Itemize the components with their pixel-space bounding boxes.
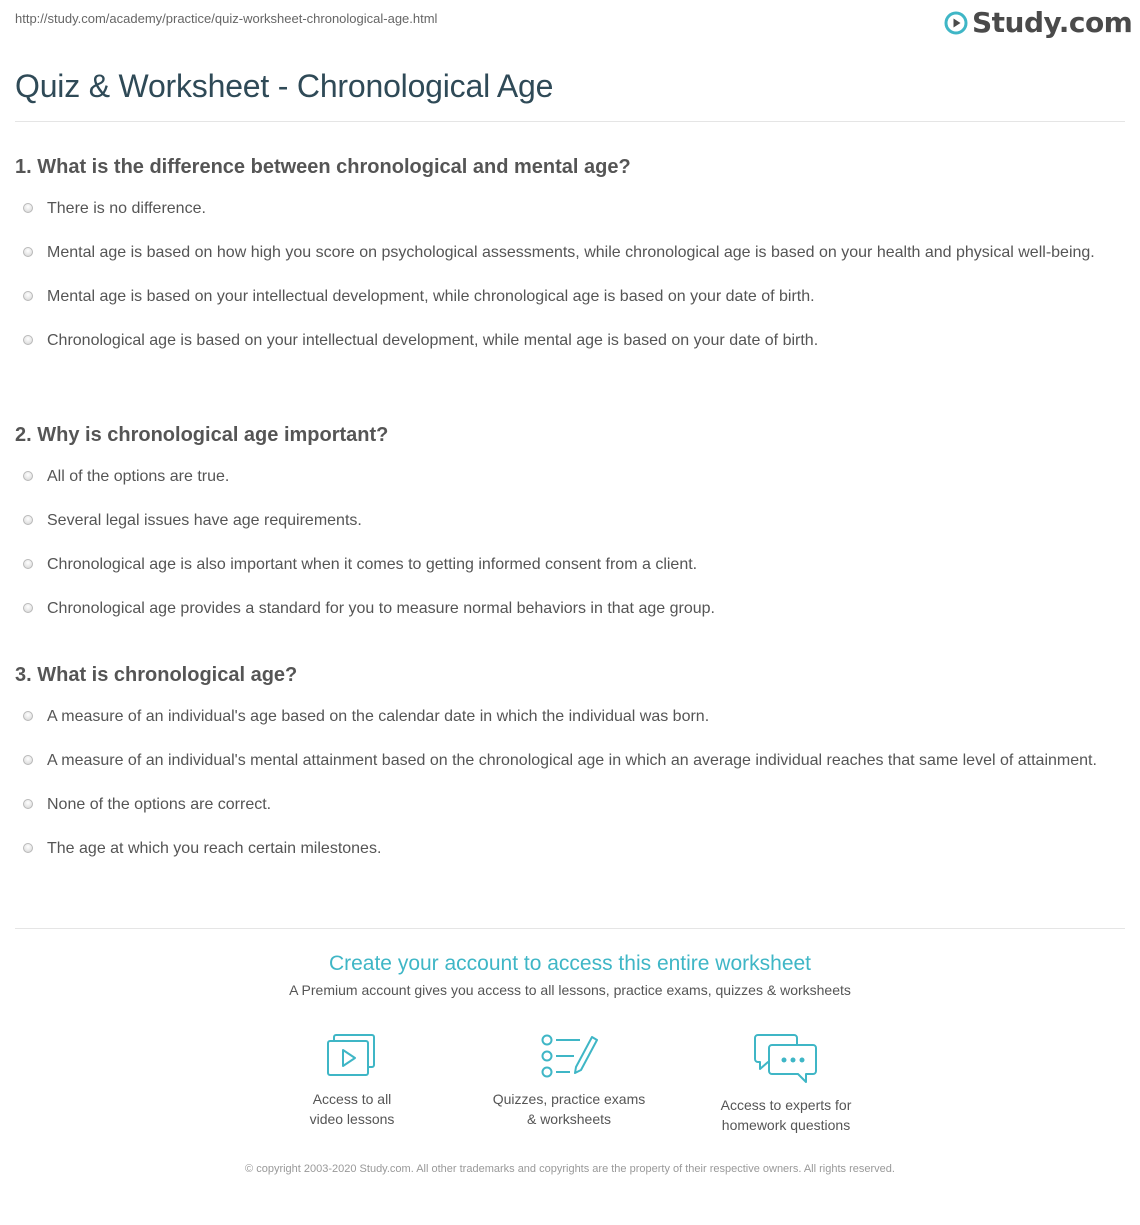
logo-text: Study.com <box>972 6 1133 39</box>
chat-bubbles-icon <box>754 1033 818 1085</box>
answer-option[interactable] <box>15 791 1115 819</box>
play-circle-icon <box>944 11 968 35</box>
answer-option[interactable] <box>15 703 1115 731</box>
feature-video-lessons <box>252 1033 452 1129</box>
answer-option[interactable] <box>15 327 1115 355</box>
answer-option-label: None of the options are correct. <box>47 796 272 813</box>
question-3 <box>15 661 1115 863</box>
answer-option-label: All of the options are true. <box>47 468 230 485</box>
answer-option-label: There is no difference. <box>47 200 206 217</box>
answer-option-label: A measure of an individual's mental attainment based on the chronological age in which an average individual reaches that same level of attainment. <box>47 752 1097 769</box>
study-logo[interactable] <box>944 6 1132 39</box>
answer-option-label: Chronological age is based on your intellectual development, while mental age is based on your date of birth. <box>47 332 819 349</box>
answer-options <box>15 195 1115 355</box>
cta-divider <box>15 928 1125 929</box>
radio-button[interactable] <box>23 247 33 257</box>
answer-option-label: Mental age is based on how high you score on psychological assessments, while chronological age is based on your health and physical well-being. <box>47 244 1095 261</box>
radio-button[interactable] <box>23 335 33 345</box>
title-divider <box>15 121 1125 122</box>
feature-label-line: Access to experts for <box>720 1097 852 1113</box>
page-url: http://study.com/academy/practice/quiz-worksheet-chronological-age.html <box>15 11 438 26</box>
cta-subtitle: A Premium account gives you access to all lessons, practice exams, quizzes & worksheets <box>289 982 851 998</box>
radio-button[interactable] <box>23 603 33 613</box>
answer-option[interactable] <box>15 195 1115 223</box>
question-2 <box>15 421 1115 623</box>
answer-option[interactable] <box>15 595 1115 623</box>
feature-label <box>469 1089 669 1129</box>
page-title: Quiz & Worksheet - Chronological Age <box>15 68 554 104</box>
quiz-checklist-icon <box>540 1033 598 1079</box>
answer-option[interactable] <box>15 747 1115 775</box>
cta-title[interactable]: Create your account to access this entire worksheet <box>328 952 812 975</box>
answer-options <box>15 703 1115 863</box>
answer-option-label: Chronological age is also important when it comes to getting informed consent from a client. <box>47 556 698 573</box>
feature-quizzes <box>469 1033 669 1129</box>
answer-option[interactable] <box>15 835 1115 863</box>
radio-button[interactable] <box>23 203 33 213</box>
video-lessons-icon <box>326 1033 378 1079</box>
feature-label <box>252 1089 452 1129</box>
answer-option-label: A measure of an individual's age based on the calendar date in which the individual was born. <box>47 708 710 725</box>
feature-label-line: video lessons <box>309 1111 395 1127</box>
radio-button[interactable] <box>23 515 33 525</box>
feature-label-line: homework questions <box>721 1117 851 1133</box>
answer-option-label: Mental age is based on your intellectual development, while chronological age is based on your date of birth. <box>47 288 815 305</box>
answer-option[interactable] <box>15 463 1115 491</box>
answer-option-label: Chronological age provides a standard for you to measure normal behaviors in that age group. <box>47 600 715 617</box>
answer-option-label: Several legal issues have age requirements. <box>47 512 362 529</box>
question-text: 3. What is chronological age? <box>15 664 298 686</box>
radio-button[interactable] <box>23 711 33 721</box>
radio-button[interactable] <box>23 471 33 481</box>
answer-option[interactable] <box>15 551 1115 579</box>
feature-label-line: Access to all <box>312 1091 392 1107</box>
copyright-notice: © copyright 2003-2020 Study.com. All other trademarks and copyrights are the property of their respective owners. All rights reserved. <box>245 1163 895 1175</box>
answer-options <box>15 463 1115 623</box>
radio-button[interactable] <box>23 559 33 569</box>
radio-button[interactable] <box>23 799 33 809</box>
feature-label <box>686 1095 886 1135</box>
radio-button[interactable] <box>23 291 33 301</box>
radio-button[interactable] <box>23 843 33 853</box>
question-1 <box>15 153 1115 355</box>
answer-option[interactable] <box>15 283 1115 311</box>
answer-option[interactable] <box>15 239 1115 267</box>
answer-option[interactable] <box>15 507 1115 535</box>
feature-label-line: Quizzes, practice exams <box>492 1091 646 1107</box>
answer-option-label: The age at which you reach certain milestones. <box>47 840 382 857</box>
question-text: 2. Why is chronological age important? <box>15 424 389 446</box>
feature-label-line: & worksheets <box>526 1111 612 1127</box>
radio-button[interactable] <box>23 755 33 765</box>
question-text: 1. What is the difference between chronological and mental age? <box>15 156 631 178</box>
feature-experts <box>686 1033 886 1135</box>
